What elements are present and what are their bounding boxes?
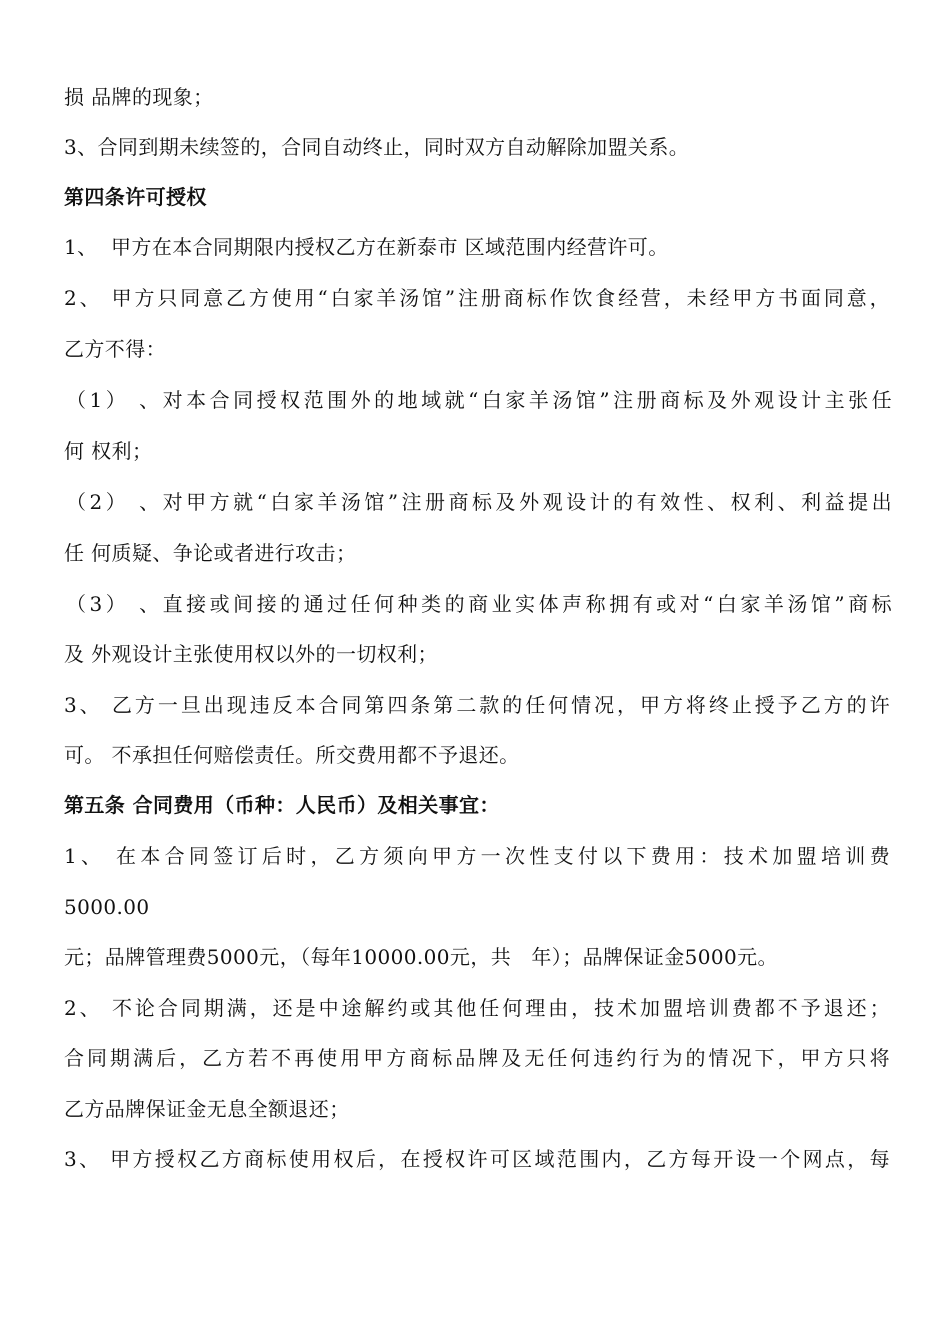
section-heading: 第五条 合同费用（币种：人民币）及相关事宜： xyxy=(64,793,500,817)
text-line: 何 权利； xyxy=(64,439,153,463)
text-line: 损 品牌的现象； xyxy=(64,85,214,109)
text-line: 合同期满后，乙方若不再使用甲方商标品牌及无任何违约行为的情况下，甲方只将 xyxy=(64,1046,890,1070)
section-heading: 第四条许可授权 xyxy=(64,185,207,209)
text-line: 3、 甲方授权乙方商标使用权后，在授权许可区域范围内，乙方每开设一个网点，每 xyxy=(64,1147,890,1171)
text-line: 元；品牌管理费5000元，（每年10000.00元，共 年）；品牌保证金5000元。 xyxy=(64,945,778,969)
text-line: 及 外观设计主张使用权以外的一切权利； xyxy=(64,642,438,666)
text-line: （1） 、对本合同授权范围外的地域就“白家羊汤馆”注册商标及外观设计主张任 xyxy=(66,388,892,412)
text-line: 乙方不得： xyxy=(64,337,166,361)
text-line: 2、 不论合同期满，还是中途解约或其他任何理由，技术加盟培训费都不予退还； xyxy=(64,996,890,1020)
text-line: 2、 甲方只同意乙方使用“白家羊汤馆”注册商标作饮食经营，未经甲方书面同意， xyxy=(64,286,890,310)
text-line: 1、 甲方在本合同期限内授权乙方在新泰市 区域范围内经营许可。 xyxy=(64,235,669,259)
text-line: （3） 、直接或间接的通过任何种类的商业实体声称拥有或对“白家羊汤馆”商标 xyxy=(66,592,892,616)
text-line: （2） 、对甲方就“白家羊汤馆”注册商标及外观设计的有效性、权利、利益提出 xyxy=(66,490,892,514)
text-line: 1、 在本合同签订后时，乙方须向甲方一次性支付以下费用：技术加盟培训费 xyxy=(64,844,890,868)
text-line: 乙方品牌保证金无息全额退还； xyxy=(64,1097,350,1121)
text-line: 可。 不承担任何赔偿责任。所交费用都不予退还。 xyxy=(64,743,520,767)
text-line: 任 何质疑、争论或者进行攻击； xyxy=(64,541,357,565)
text-line: 3、 乙方一旦出现违反本合同第四条第二款的任何情况，甲方将终止授予乙方的许 xyxy=(64,693,890,717)
text-line: 3、合同到期未续签的，合同自动终止，同时双方自动解除加盟关系。 xyxy=(64,135,690,159)
text-line: 5000.00 xyxy=(64,895,150,919)
